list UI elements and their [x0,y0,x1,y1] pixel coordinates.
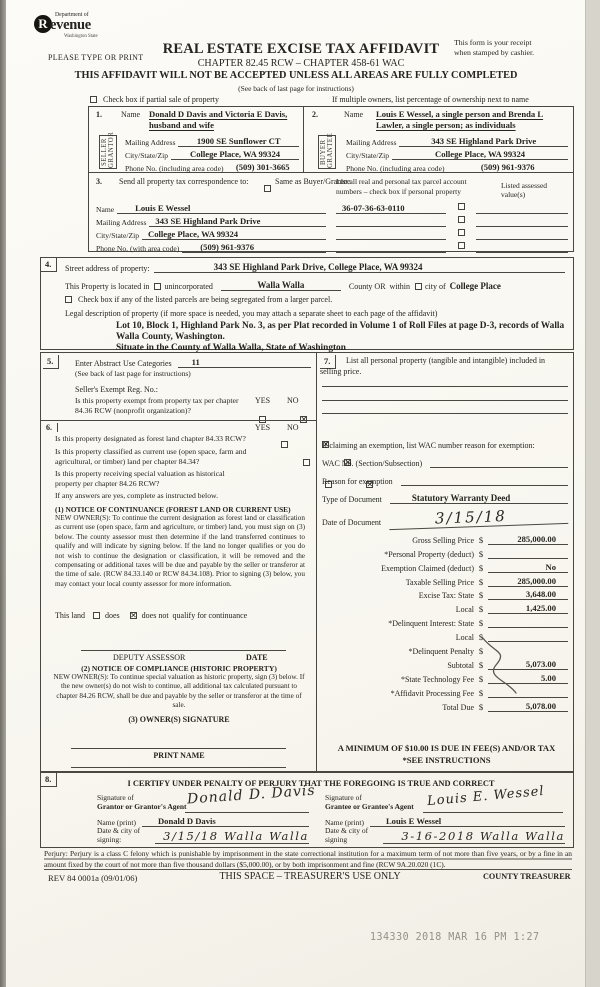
buyer-city-row [346,147,568,160]
rev-number: REV 84 0001a (09/01/06) [48,873,138,883]
dollar-sign: $ [478,687,484,698]
tax-row [96,240,568,253]
segregated-row [65,295,332,304]
section6-yes-label: YES [255,423,271,432]
section7 [318,353,575,773]
tax-row [96,227,568,240]
fee-row-taxable [322,573,568,587]
see-instructions-note: *SEE INSTRUCTIONS [402,755,491,765]
fee-value: 1,425.00 [488,603,568,614]
dollar-sign: $ [478,548,484,559]
print-name-line [71,767,286,768]
buyer-mailing-row [346,133,568,147]
if-any-note: If any answers are yes, complete as instructed below. [55,491,219,500]
fee-row-total-due [322,698,568,712]
doc-date-row [322,507,568,528]
wac-label: WAC No. (Section/Subsection) [322,459,423,468]
form-chapter: CHAPTER 82.45 RCW – CHAPTER 458-61 WAC [197,58,405,69]
cashier-stamp: 134330 2018 MAR 16 PM 1:27 [370,931,540,944]
sections-5-6-7-box [40,352,574,772]
dollar-sign: $ [478,673,484,684]
legal-text-part2: Situate in the County of Walla Walla, State of Washington [116,343,346,353]
fee-value: No [488,562,568,573]
fee-row-processing-fee [322,684,568,698]
minimum-fee-note: A MINIMUM OF $10.00 IS DUE IN FEE(S) AND/OR TAX [337,743,556,753]
fee-row-personal-deduct [322,545,568,559]
form-title: REAL ESTATE EXCISE TAX AFFIDAVIT [162,41,440,57]
personal-property-line [322,413,568,414]
fee-label: Local [455,605,474,615]
grantor-name-value: Donald D Davis [142,816,309,827]
tax-row [96,201,568,214]
seller-section [89,107,303,173]
receipt-note-line2: when stamped by cashier. [454,47,535,57]
dollar-sign: $ [478,576,484,587]
partial-sale-label: Check box if partial sale of property [103,95,219,104]
tax-row-value: Louis E Wessel [117,203,326,214]
deputy-assessor-label: DEPUTY ASSESSOR [113,653,186,662]
fee-row-exemption [322,559,568,573]
section3 [89,174,573,252]
fee-row-delinq-int-state [322,614,568,628]
fee-value: 5,073.00 [488,659,568,670]
grantor-sig-label1: Signature of [97,793,134,802]
personal-property-line [322,400,568,401]
perjury-statement: Perjury: Perjury is a class C felony which is punishable by imprisonment in the state correctional institution for a maximum term of not more than five years, or by a fine in an amount fixed by the court of not more than five thousand dollars ($5,000.00), or by both imprisonment and fine (RCW 9A.20.020 (1C). [44,849,572,871]
fee-label: *Delinquent Interest: State [388,619,474,629]
section3-number: 3. [96,177,102,186]
personal-checkbox [458,216,465,223]
assessor-signature-line [81,650,286,651]
fee-value: 3,648.00 [488,589,568,600]
grantor-date-row [97,826,309,844]
tax-row-label: City/State/Zip [96,231,140,240]
tax-row [96,214,568,227]
grantee-date-row [325,826,565,844]
section5-number: 5. [43,355,59,369]
seller-side-word2: GRANTOR [108,131,115,168]
seller-phone-label: Phone No. (including area code) [125,164,224,173]
section8-number: 8. [41,773,57,787]
logo-dept-text: Department of [55,12,89,18]
grantor-name-label: Name (print) [97,818,136,827]
dollar-sign: $ [478,562,484,573]
seller-city-value: College Place, WA 99324 [171,149,299,160]
exemption-note: If claiming an exemption, list WAC number reason for exemption: [322,441,535,450]
fee-value [488,550,568,559]
seller-number: 1. [96,110,102,119]
parcel-line [336,231,446,240]
treasurer-space-label: THIS SPACE – TREASURER'S USE ONLY [219,871,401,882]
doc-type-row [322,491,568,504]
buyer-name-label: Name [344,110,364,119]
wac-value [430,459,568,468]
parcel-number: 36-07-36-63-0110 [336,203,446,214]
notice2-title: (2) NOTICE OF COMPLIANCE (HISTORIC PROPERTY) [81,664,277,673]
section4-box [40,257,574,353]
print-name-label: PRINT NAME [153,751,205,760]
seller-side-word1: SELLER [101,138,108,166]
city-value: College Place [449,281,501,291]
reason-value [401,477,568,486]
does-checkbox [93,612,100,619]
grantor-signature-line [185,812,309,813]
tax-row-label: Phone No. (with area code) [96,244,180,253]
fee-row-delinq-int-local [322,628,568,642]
county-or-label: County OR within [348,282,410,291]
doc-date-label: Date of Document [322,518,382,527]
buyer-section [304,107,573,173]
does-label: does [105,611,120,620]
legal-description-text [116,321,568,354]
partial-sale-checkbox [90,96,97,103]
located-pre-label: This Property is located in [65,282,150,291]
seller-city-label: City/State/Zip [125,151,169,160]
type-or-print-label: PLEASE TYPE OR PRINT [48,53,144,62]
receipt-note [454,38,534,57]
revenue-logo-icon: R [34,15,52,33]
seller-mailing-row [125,133,299,147]
fees-table [322,531,568,712]
buyer-phone-value: (509) 961-9376 [447,162,568,173]
grantee-date-value: 3-16-2018 Walla Walla [383,829,565,844]
logo-name-text: evenue [50,17,91,33]
owners-signature-label: (3) OWNER(S) SIGNATURE [128,715,230,724]
exempt-reg-label: Seller's Exempt Reg. No.: [75,385,158,394]
doc-date-value: 3/15/18 [389,505,568,530]
county-treasurer-label: COUNTY TREASURER [483,872,571,881]
street-address-row [65,260,565,273]
buyer-phone-row [346,160,568,173]
doc-type-label: Type of Document [322,495,382,504]
divider-horizontal [41,420,317,421]
legal-description-label: Legal description of property (if more space is needed, you may attach a separate sheet to each page of the affidavit) [65,309,438,318]
fee-label: *Personal Property (deduct) [384,549,474,559]
seller-name-label: Name [121,110,141,119]
grantee-sig-label1: Signature of [325,793,362,802]
owner-signature-line [71,748,286,749]
grantor-date-label: Date & city of signing: [97,826,141,844]
section3-send-label: Send all property tax correspondence to: [119,177,249,186]
property-location-row [65,278,565,291]
section5-no-label: NO [287,396,299,405]
tax-row-label: Name [96,205,115,214]
dollar-sign: $ [478,604,484,615]
wac-row [322,455,568,468]
grantee-date-label: Date & city of signing [325,826,369,844]
tax-row-label: Mailing Address [96,218,147,227]
does-not-label: does not qualify for continuance [141,611,248,620]
parcel-line [336,244,446,253]
seller-mailing-value: 1900 SE Sunflower CT [178,136,299,147]
buyer-mailing-value: 343 SE Highland Park Drive [399,136,568,147]
fee-label: *Affidavit Processing Fee [390,688,474,698]
city-of-label: city of [425,282,446,291]
section5-see-back: (See back of last page for instructions) [75,369,191,378]
assessed-header: Listed assessed value(s) [501,181,548,199]
parcel-line [336,218,446,227]
notice2-body: NEW OWNER(S): To continue special valuation as historic property, sign (3) below. If the new owner(s) do not wish to continue, all additional tax calculated pursuant to chapter 84.26 RCW, shall be due and payable by the seller or transferor at the time of sale. [53,673,305,710]
fee-value: 5.00 [488,673,568,684]
question-historical: Is this property receiving special valuation as historical property per chapter 84.26 RCW? [55,469,225,489]
fee-label: *Delinquent Penalty [408,647,474,657]
dollar-sign: $ [478,646,484,657]
dollar-sign: $ [478,590,484,601]
abstract-row [75,356,311,368]
segregated-label: Check box if any of the listed parcels are being segregated from a larger parcel. [78,295,333,304]
see-back-note: (See back of last page for instructions) [238,84,354,93]
grantee-name-value: Louis E Wessel [370,816,565,827]
seller-phone-value: (509) 301-3665 [226,162,299,173]
segregated-checkbox [65,296,72,303]
seller-side-label [99,131,117,169]
seller-phone-row [125,160,299,173]
assessed-line [476,231,568,240]
buyer-side-label [318,132,336,169]
grantor-sig-label2: Grantor or Grantor's Agent [97,802,187,811]
buyer-side-word1: BUYER [320,139,327,165]
grantor-date-value: 3/15/18 Walla Walla [155,829,309,844]
same-as-label: Same as Buyer/Grantee [275,177,351,186]
section6-number: 6. [46,423,58,432]
buyer-number: 2. [312,110,318,119]
street-address-label: Street address of property: [65,264,150,273]
dollar-sign: $ [478,534,484,545]
left-column [41,353,317,773]
date-label: DATE [246,653,268,662]
fee-value [488,619,568,628]
street-address-value: 343 SE Highland Park Drive, College Place, WA 99324 [154,262,565,273]
fee-label: *State Technology Fee [400,674,474,684]
affidavit-paper [6,0,586,987]
grantor-signature: Donald D. Davis [186,782,317,808]
assessed-line [476,205,568,214]
fee-row-gross [322,531,568,545]
tax-row-value: College Place, WA 99324 [142,229,326,240]
city-checkbox [415,283,422,290]
section8-box [40,772,574,848]
personal-property-line [322,386,568,387]
legal-text-part1: Lot 10, Block 1, Highland Park No. 3, as per Plat recorded in Volume 1 of Roll Files at page D-3, records of Walla Walla County, Washington. [116,321,565,342]
abstract-label: Enter Abstract Use Categories [75,359,172,368]
current-use-yes-checkbox [303,459,310,466]
section7-number: 7. [320,355,336,369]
reason-row [322,473,568,486]
personal-checkbox [458,229,465,236]
fee-label: Taxable Selling Price [405,577,474,587]
grantee-signature-line [423,812,563,813]
buyer-city-label: City/State/Zip [346,151,390,160]
fee-row-excise-state [322,587,568,601]
doc-type-value: Statutory Warranty Deed [390,493,568,504]
reason-label: Reason for exemption [322,477,393,486]
receipt-note-line1: This form is your receipt [454,38,532,47]
buyer-name-value: Louis E Wessel, a single person and Brenda L Lawler, a single person; as individuals [376,109,544,130]
fee-row-excise-local [322,600,568,614]
seller-city-row [125,147,299,160]
section5-yes-label: YES [255,396,271,405]
fee-row-subtotal [322,656,568,670]
certify-statement: I CERTIFY UNDER PENALTY OF PERJURY THAT THE FOREGOING IS TRUE AND CORRECT [127,779,495,788]
tax-row-value: (509) 961-9376 [182,242,326,253]
section4-number: 4. [41,258,57,272]
logo-sub-text: Washington State [64,34,98,39]
abstract-value: 11 [178,357,311,368]
unincorporated-label: unincorporated [164,282,213,291]
personal-checkbox [458,203,465,210]
parties-area [89,107,573,173]
this-land-row [55,611,247,620]
fee-value: 285,000.00 [488,534,568,545]
fee-label: Exemption Claimed (deduct) [381,563,474,573]
dollar-sign: $ [478,632,484,643]
buyer-phone-label: Phone No. (including area code) [346,164,445,173]
notice1-body: NEW OWNER(S): To continue the current designation as forest land or classification as current use (open space, farm and agriculture, or timber) land, you must sign on (3) below. The county assessor must then determine if the land transferred continues to qualify and will indicate by signing below. If the land no longer qualifies or you do not wish to continue the designation or classification, it will be removed and the compensating or additional taxes will be due and payable by the seller or transferor at the time of sale. (RCW 84.33.140 or RCW 84.34.108). Prior to signing (3) below, you may contact your local county assessor for more information. [55,514,305,588]
fee-value: 5,078.00 [488,701,568,712]
personal-property-label: List all personal property (tangible and intangible) included in selling price. [320,356,546,376]
county-value: Walla Walla [221,280,341,291]
grantee-signature: Louis E. Wessel [426,783,546,810]
seller-mailing-label: Mailing Address [125,138,176,147]
fee-label: Local [455,633,474,643]
grantee-name-label: Name (print) [325,818,364,827]
buyer-mailing-label: Mailing Address [346,138,397,147]
this-land-label: This land [55,611,85,620]
fee-label: Subtotal [447,660,474,670]
question-forest-land: Is this property designated as forest land chapter 84.33 RCW? [55,434,246,443]
same-as-checkbox [264,185,271,192]
partial-sale-row [90,95,219,104]
forest-yes-checkbox [281,441,288,448]
unincorporated-checkbox [154,283,161,290]
dollar-sign: $ [478,659,484,670]
dollar-sign: $ [478,701,484,712]
parties-box [88,106,574,252]
buyer-side-word2: GRANTEE [327,132,334,168]
seller-name-value: Donald D Davis and Victoria E Davis, husband and wife [149,109,288,130]
pen-mark [468,635,528,697]
tax-row-value: 343 SE Highland Park Drive [149,216,326,227]
fee-label: Gross Selling Price [412,535,474,545]
question-current-use: Is this property classified as current use (open space, farm and agricultural, or timber) land per chapter 84.34? [55,447,247,467]
fee-row-delinq-penalty [322,642,568,656]
exempt-question: Is this property exempt from property tax per chapter 84.36 RCW (nonprofit organization)? [75,396,239,416]
grantee-sig-label2: Grantee or Grantee's Agent [325,802,414,811]
assessed-line [476,218,568,227]
form-warning: THIS AFFIDAVIT WILL NOT BE ACCEPTED UNLESS ALL AREAS ARE FULLY COMPLETED [74,70,518,81]
assessed-line [476,244,568,253]
parcel-header: List all real and personal tax parcel account numbers – check box if personal property [336,177,467,196]
fee-row-tech-fee [322,670,568,684]
notice1-title: (1) NOTICE OF CONTINUANCE (FOREST LAND OR CURRENT USE) [55,505,291,514]
fee-label: Excise Tax: State [418,591,474,601]
dollar-sign: $ [478,618,484,629]
fee-value: 285,000.00 [488,576,568,587]
section6-no-label: NO [287,423,299,432]
buyer-city-value: College Place, WA 99324 [392,149,568,160]
does-not-checkbox [130,612,137,619]
personal-checkbox [458,242,465,249]
multiple-owners-note: If multiple owners, list percentage of ownership next to name [332,95,529,104]
fee-label: Total Due [442,702,474,712]
